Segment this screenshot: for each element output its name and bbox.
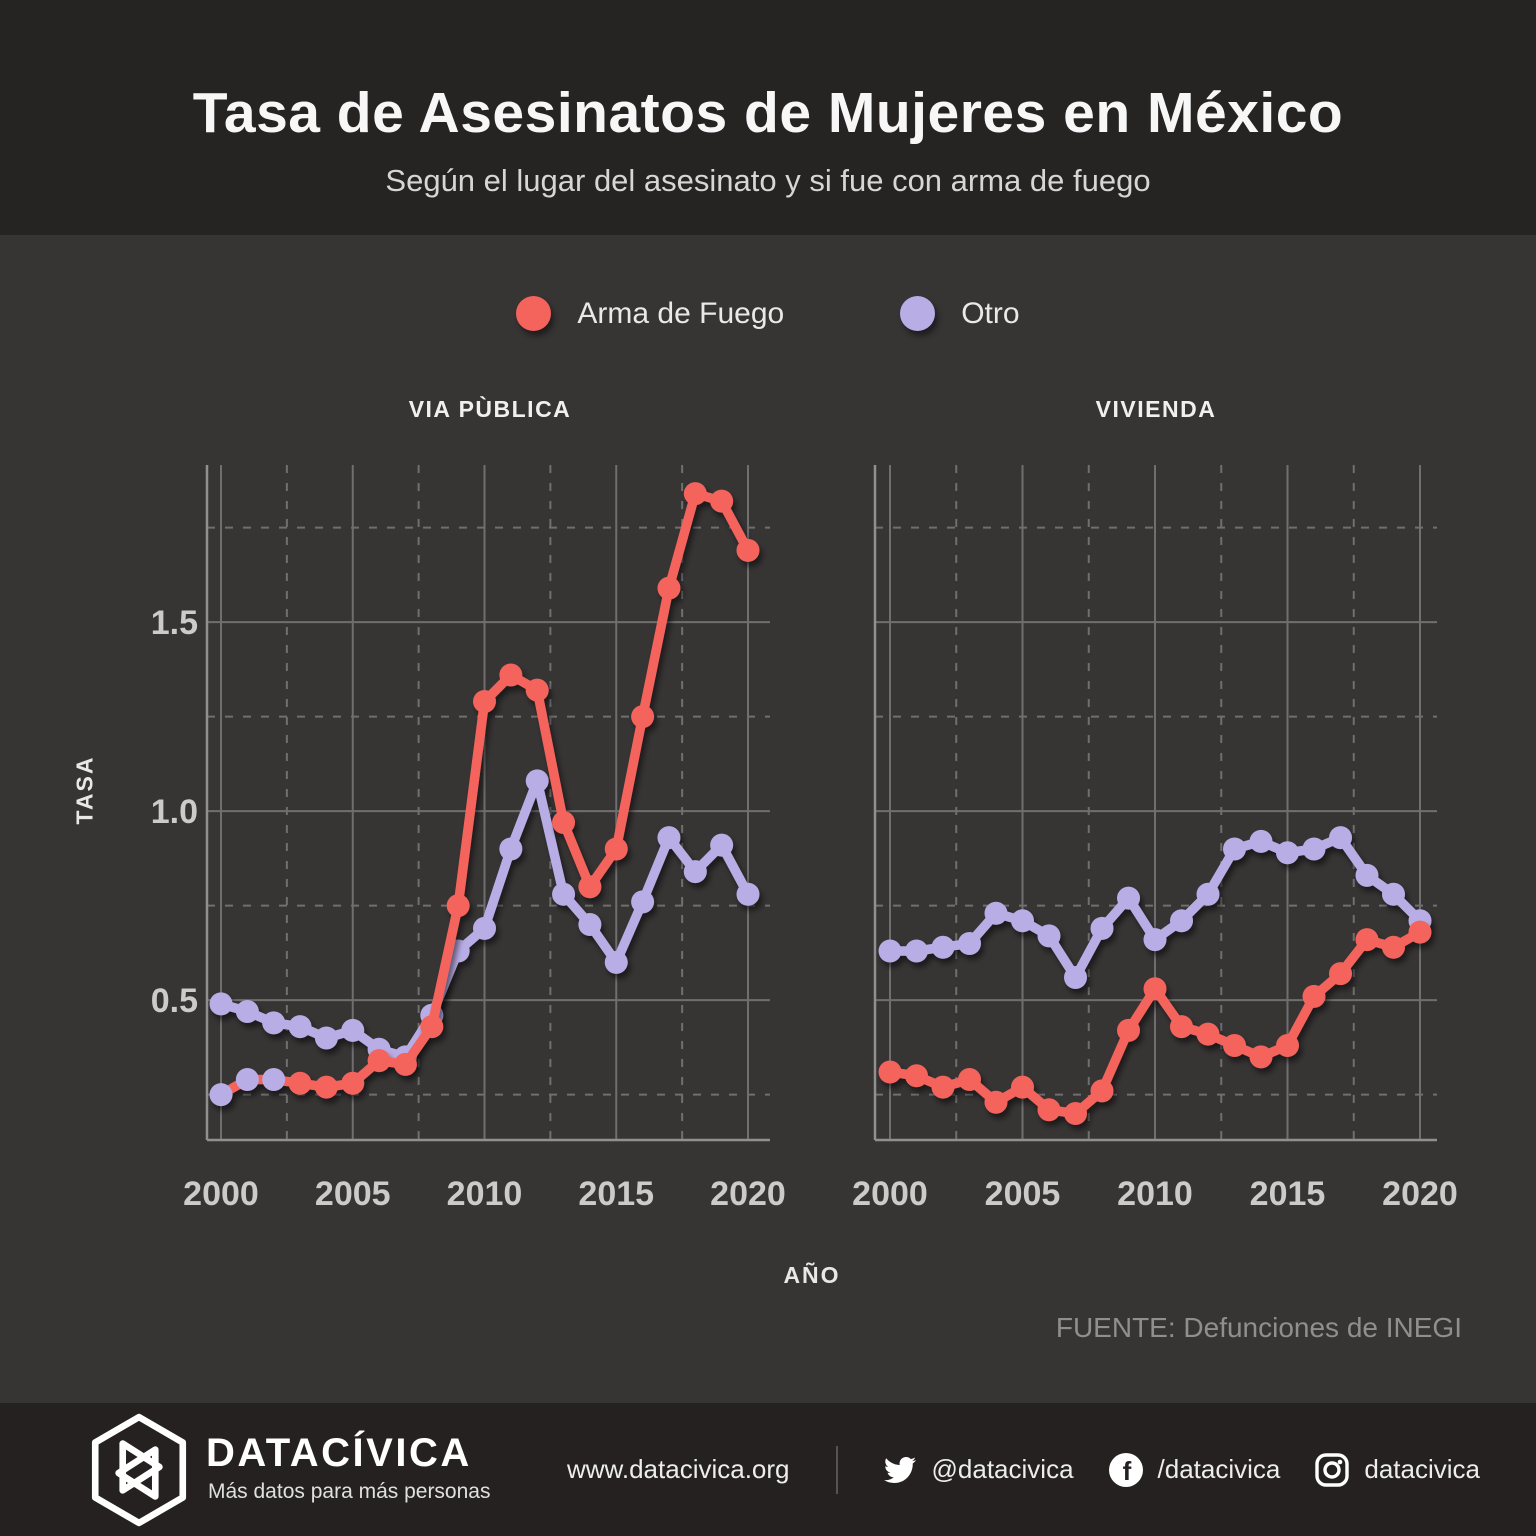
x-tick-label: 2000 [183,1175,259,1213]
twitter-icon [882,1454,918,1486]
footer-divider [836,1446,838,1494]
website-link[interactable]: www.datacivica.org [566,1454,790,1484]
y-tick-label: 0.5 [150,982,198,1021]
footer-links [567,1403,1480,1536]
brand-tagline: Más datos para más personas [208,1480,491,1503]
y-tick-label: 1.5 [150,604,198,643]
svg-text:f: f [1122,1455,1131,1486]
facebook-icon [1108,1452,1144,1488]
legend-label-arma: Arma de Fuego [577,296,785,330]
y-tick-label: 1.0 [150,793,198,832]
x-tick-label: 2005 [314,1175,391,1213]
brand-name: DATACÍVICA [206,1431,472,1475]
x-tick-label: 2015 [1249,1175,1326,1213]
panel-title-via-publica: VIA PÙBLICA [408,396,572,422]
source-note: FUENTE: Defunciones de INEGI [1055,1312,1462,1343]
facebook-handle: /datacivica [1157,1454,1281,1484]
x-tick-label: 2010 [1117,1175,1193,1213]
x-tick-label: 2005 [984,1175,1061,1213]
twitter-link[interactable] [882,1454,1074,1486]
y-axis-label: TASA [71,755,98,825]
page-title: Tasa de Asesinatos de Mujeres en México [192,81,1344,145]
twitter-handle: @datacivica [931,1454,1074,1484]
arma-de-fuego-dot-icon [516,296,551,331]
x-tick-label: 2020 [1382,1175,1458,1213]
instagram-icon [1314,1452,1350,1488]
instagram-handle: datacivica [1364,1454,1480,1484]
panel-title-vivienda: VIVIENDA [1095,396,1217,422]
legend-item-otro [900,296,1019,331]
legend-label-otro: Otro [961,296,1020,330]
otro-dot-icon [900,296,935,331]
facebook-link[interactable] [1108,1452,1281,1488]
x-tick-label: 2010 [446,1175,523,1213]
legend [0,296,1536,331]
footer-bar [0,1403,1536,1536]
instagram-link[interactable] [1314,1452,1480,1488]
x-axis-label: AÑO [783,1262,841,1288]
x-tick-label: 2000 [852,1175,928,1213]
legend-item-arma-de-fuego [516,296,784,331]
datacivica-logo [88,1413,190,1527]
x-tick-label: 2015 [578,1175,655,1213]
x-tick-label: 2020 [710,1175,786,1213]
page-subtitle: Según el lugar del asesinato y si fue con arma de fuego [385,163,1151,198]
